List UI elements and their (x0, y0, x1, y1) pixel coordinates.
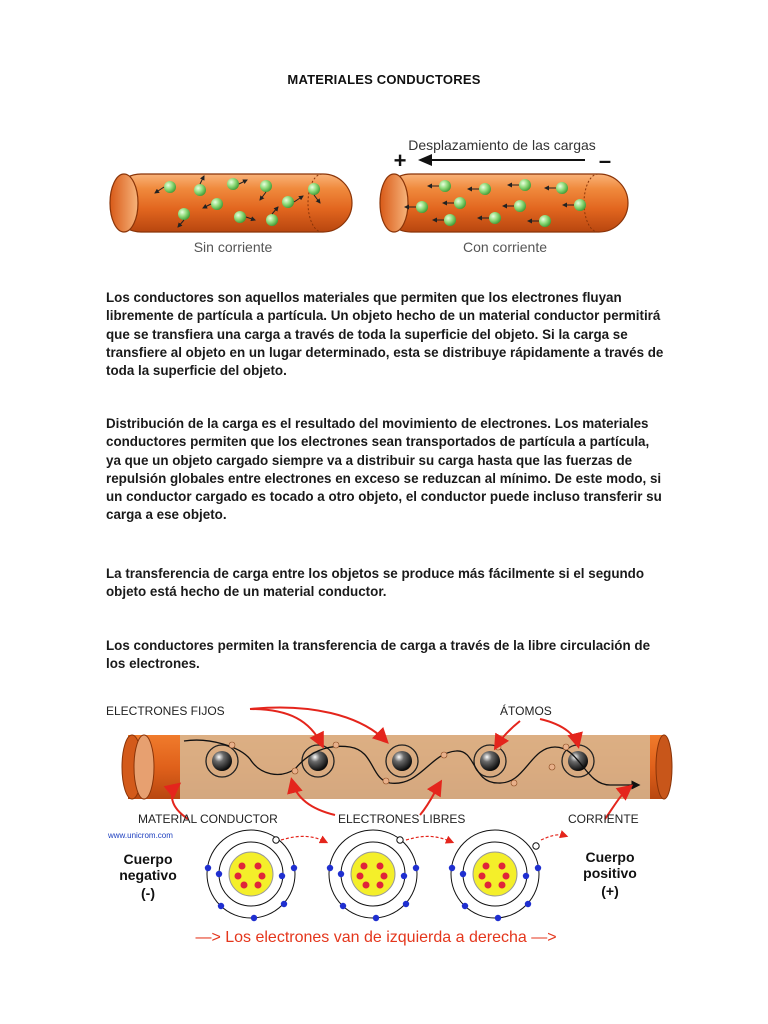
page-title: MATERIALES CONDUCTORES (287, 72, 481, 87)
positive-body-label (583, 849, 637, 899)
svg-text:Cuerpo: Cuerpo (585, 849, 635, 865)
svg-text:(+): (+) (601, 883, 619, 899)
svg-text:positivo: positivo (583, 865, 637, 881)
label-fixed-electrons: ELECTRONES FIJOS (106, 704, 225, 718)
paragraph-3: La transferencia de carga entre los objetos se produce más fácilmente si el segundo objeto está hecho de un material conductor. (106, 566, 645, 600)
paragraph-2: Distribución de la carga es el resultado del movimiento de electrones. Los materiales conductores permiten que los electrones sean transportados de partícula a partícula, ya que un objeto cargado siempre va a distribuir su carga hasta que las fuerzas de repulsión globales entre electrones en exceso se reduzcan al mínimo. De este modo, si un conductor cargado es tocado a otro objeto, el conductor puede incluso transferir su carga a ese objeto. (106, 416, 662, 523)
caption-no-current: Sin corriente (193, 239, 273, 255)
atom-1 (205, 830, 297, 921)
label-conductor-material: MATERIAL CONDUCTOR (138, 812, 278, 826)
label-current: CORRIENTE (568, 812, 639, 826)
label-free-electrons: ELECTRONES LIBRES (338, 812, 466, 826)
paragraph-4: Los conductores permiten la transferencia de carga a través de la libre circulación de los electrones. (106, 638, 651, 672)
minus-sign: – (598, 148, 612, 173)
svg-text:(-): (-) (141, 885, 155, 901)
source-watermark: www.unicrom.com (108, 831, 173, 840)
displacement-header: Desplazamiento de las cargas (408, 137, 596, 153)
svg-text:Cuerpo: Cuerpo (123, 851, 173, 867)
plus-sign: + (393, 148, 407, 173)
negative-body-label (119, 851, 177, 901)
conductor-cylinders-figure (100, 130, 640, 260)
electron-flow-figure (96, 826, 656, 956)
atom-2 (327, 830, 419, 921)
conductor-atoms-figure (100, 695, 670, 830)
paragraph-1: Los conductores son aquellos materiales que permiten que los electrones fluyan libremente de partícula a partícula. Un objeto hecho de un material conductor permitirá que se transfiera una carga a través de toda la superficie del objeto. Si la carga se transfiere al objeto en un lugar determinado, esta se distribuye rápidamente a través de toda la superficie del objeto. (106, 290, 664, 379)
direction-caption: —> Los electrones van de izquierda a derecha —> (195, 929, 557, 946)
label-atoms: ÁTOMOS (500, 704, 552, 718)
atom-3 (449, 830, 541, 921)
cylinder-no-current (110, 174, 352, 255)
svg-text:negativo: negativo (119, 867, 177, 883)
cylinder-with-current (380, 137, 628, 255)
caption-with-current: Con corriente (462, 239, 548, 255)
